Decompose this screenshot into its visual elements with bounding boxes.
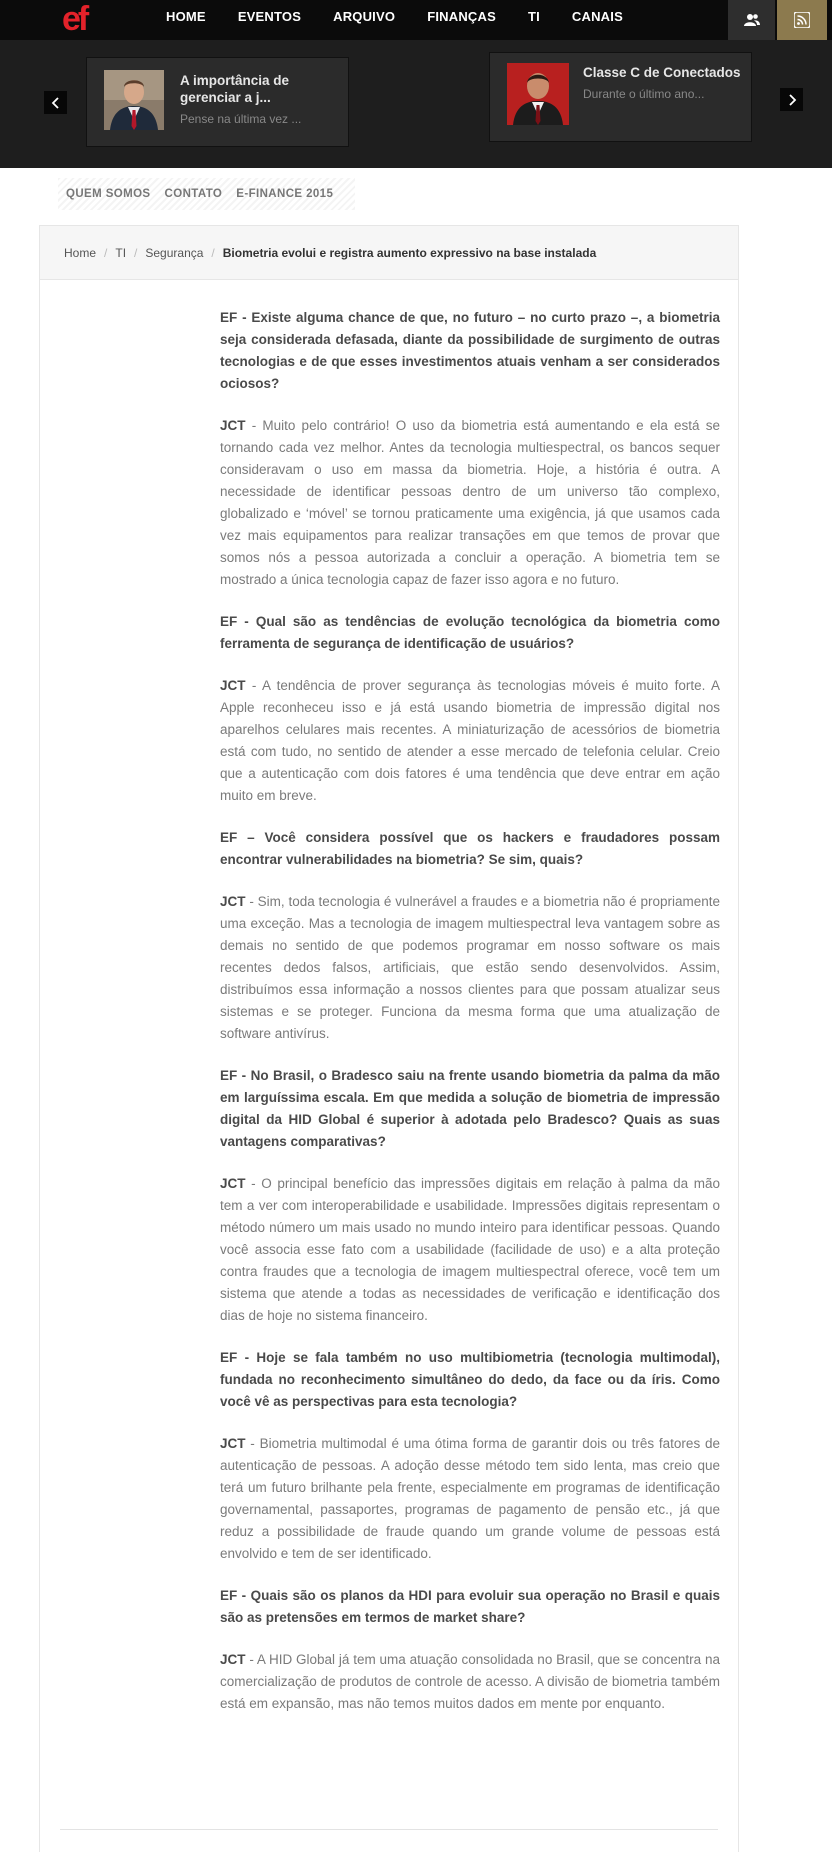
breadcrumb-seguranca[interactable]: Segurança <box>145 245 204 260</box>
interview-answer <box>220 891 720 1045</box>
answer-speaker: JCT <box>220 1436 246 1451</box>
ef-logo[interactable] <box>60 0 104 36</box>
divider <box>60 1829 718 1830</box>
users-icon <box>744 13 760 27</box>
interview-answer <box>220 415 720 591</box>
carousel-next-button[interactable] <box>780 88 803 111</box>
top-navigation-bar <box>0 0 832 40</box>
card-photo <box>104 70 164 130</box>
answer-text: - Muito pelo contrário! O uso da biometria está aumentando e ela está se tornando cada vez melhor. Antes da tecnologia multiespectral, os bancos sequer consideravam o uso em massa da biometria. Hoje, a história é outra. A necessidade de identificar pessoas dentro de um universo tão complexo, globalizado e ‘móvel’ se tornou praticamente uma exigência, já que usamos cada vez mais equipamentos para realizar transações em que temos de provar que somos nós a pessoa autorizada a concluir a operação. A biometria tem se mostrado a única tecnologia capaz de fazer isso agora e no futuro. <box>220 418 720 587</box>
interview-question: EF - Qual são as tendências de evolução tecnológica da biometria como ferramenta de segurança de identificação de usuários? <box>220 614 720 651</box>
breadcrumb-separator: / <box>211 245 215 260</box>
interview-answer <box>220 1649 720 1715</box>
answer-speaker: JCT <box>220 1652 246 1667</box>
rss-icon <box>794 12 810 28</box>
interview-question: EF – Você considera possível que os hackers e fraudadores possam encontrar vulnerabilidades na biometria? Se sim, quais? <box>220 830 720 867</box>
menu-quem-somos[interactable]: QUEM SOMOS <box>66 188 151 200</box>
card-title: Classe C de Conectados <box>583 65 741 80</box>
nav-ti[interactable]: TI <box>527 9 540 24</box>
nav-canais[interactable]: CANAIS <box>571 9 623 24</box>
breadcrumb-ti[interactable]: TI <box>115 245 127 260</box>
article-body <box>220 307 720 1735</box>
interview-answer <box>220 675 720 807</box>
interview-question: EF - Existe alguma chance de que, no futuro – no curto prazo –, a biometria seja considerada defasada, diante da possibilidade de surgimento de outras tecnologias e de que esses investimentos atuais venham a ser considerados ociosos? <box>220 310 720 391</box>
answer-speaker: JCT <box>220 894 246 909</box>
nav-financas[interactable]: FINANÇAS <box>427 9 496 24</box>
answer-speaker: JCT <box>220 678 246 693</box>
main-nav <box>166 0 655 34</box>
card-subtitle: Durante o último ano... <box>583 87 705 101</box>
interview-question: EF - Hoje se fala também no uso multibiometria (tecnologia multimodal), fundada no reconhecimento simultâneo do dedo, da face ou da íris. Como você vê as perspectivas para esta tecnologia? <box>220 1350 720 1409</box>
secondary-menu <box>58 178 355 210</box>
answer-text: - A HID Global já tem uma atuação consolidada no Brasil, que se concentra na comercialização de produtos de controle de acesso. A divisão de biometria também está em expansão, mas não temos muitos dados em mente por enquanto. <box>220 1652 720 1711</box>
card-photo <box>507 63 569 125</box>
rss-button[interactable] <box>777 0 827 40</box>
menu-contato[interactable]: CONTATO <box>164 188 223 200</box>
nav-eventos[interactable]: EVENTOS <box>237 9 302 24</box>
content-panel <box>39 225 739 1852</box>
featured-carousel <box>0 40 832 168</box>
answer-text: - O principal benefício das impressões digitais em relação à palma da mão tem a ver com interoperabilidade e usabilidade. Impressões digitais representam o método número um mais usado no mundo inteiro para identificar pessoas. Quando você associa esse fato com a usabilidade (facilidade de uso) e a alta proteção contra fraudes que a tecnologia de imagem multiespectral oferece, você tem um sistema que atende a todas as necessidades de verificação e identificação dos dias de hoje no sistema financeiro. <box>220 1176 720 1323</box>
menu-e-finance-2015[interactable]: E-FINANCE 2015 <box>236 188 334 200</box>
logo-text: ef <box>62 0 87 36</box>
breadcrumb-home[interactable]: Home <box>64 245 97 260</box>
answer-text: - Sim, toda tecnologia é vulnerável a fraudes e a biometria não é propriamente uma exceção. Mas a tecnologia de imagem multiespectral leva vantagem sobre as demais no sentido de que podemos programar em nosso software os mais recentes dedos falsos, artificiais, que estão sendo desenvolvidos. Assim, distribuímos essa informação a nossos clientes para que possam atualizar seus sistemas e se proteger. Funciona da mesma forma que uma atualização de software antivírus. <box>220 894 720 1041</box>
breadcrumb-separator: / <box>104 245 108 260</box>
carousel-card[interactable] <box>86 57 349 147</box>
card-subtitle: Pense na última vez ... <box>180 112 302 126</box>
breadcrumb-current: Biometria evolui e registra aumento expressivo na base instalada <box>222 245 597 260</box>
users-button[interactable] <box>728 0 775 40</box>
chevron-left-icon <box>51 97 61 109</box>
carousel-prev-button[interactable] <box>44 91 67 114</box>
nav-home[interactable]: HOME <box>166 9 206 24</box>
carousel-card[interactable] <box>489 52 752 142</box>
answer-speaker: JCT <box>220 1176 246 1191</box>
answer-text: - A tendência de prover segurança às tecnologias móveis é muito forte. A Apple reconheceu isso e já está usando biometria de impressão digital nos aparelhos celulares mais recentes. A miniaturização de acessórios de biometria está com tudo, no sentido de atender a esse mercado de telefonia celular. Creio que a autenticação com dois fatores é uma tendência que deve entrar em ação muito em breve. <box>220 678 720 803</box>
answer-speaker: JCT <box>220 418 246 433</box>
interview-question: EF - Quais são os planos da HDI para evoluir sua operação no Brasil e quais são as pretensões em termos de market share? <box>220 1588 720 1625</box>
breadcrumb-separator: / <box>134 245 138 260</box>
card-title: A importância de gerenciar a j... <box>180 73 290 105</box>
interview-question: EF - No Brasil, o Bradesco saiu na frente usando biometria da palma da mão em larguíssima escala. Em que medida a solução de biometria de impressão digital da HID Global é superior à adotada pelo Bradesco? Quais as suas vantagens comparativas? <box>220 1068 720 1149</box>
interview-answer <box>220 1173 720 1327</box>
nav-arquivo[interactable]: ARQUIVO <box>333 9 396 24</box>
answer-text: - Biometria multimodal é uma ótima forma de garantir dois ou três fatores de autenticação de pessoas. A adoção desse método tem sido lenta, mas creio que terá um futuro brilhante pela frente, especialmente em programas de identificação governamental, passaportes, programas de pagamento de pensão etc., já que reduz a possibilidade de fraude quando um grande volume de pessoas está envolvido e tem de ser identificado. <box>220 1436 720 1561</box>
chevron-right-icon <box>787 94 797 106</box>
breadcrumb <box>40 226 738 280</box>
interview-answer <box>220 1433 720 1565</box>
